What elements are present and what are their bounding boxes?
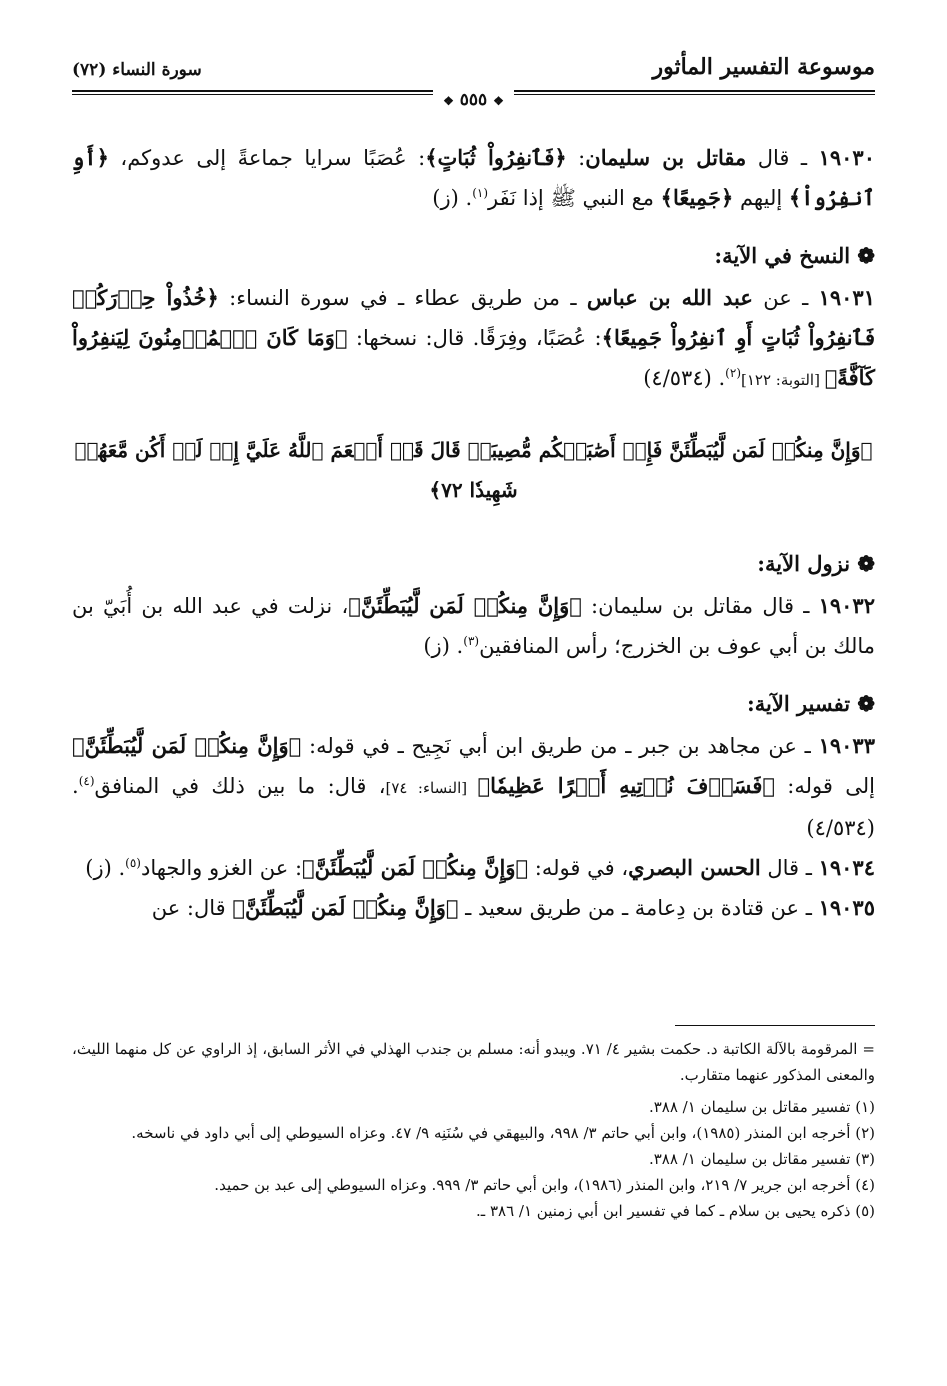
- ornament-icon: ❖: [443, 94, 454, 108]
- ornament-icon: ❖: [493, 94, 504, 108]
- footnote-4: (٤) أخرجه ابن جرير ٧/ ٢١٩، وابن المنذر (١٩٨٦)، وابن أبي حاتم ٣/ ٩٩٩. وعزاه السيوطي إلى عبد بن حميد.: [214, 1176, 875, 1194]
- quran-quote: ﴿وَإِنَّ مِنكُمۡ لَمَن لَّيُبَطِّئَنَّ﴾: [232, 895, 459, 920]
- surah-label: سورة النساء (٧٢): [72, 60, 202, 80]
- section-heading-naskh: ❁ النسخ في الآية:: [714, 243, 875, 268]
- verse-banner: ﴿وَإِنَّ مِنكُمۡ لَمَن لَّيُبَطِّئَنَّ فَإِنۡ أَصَٰبَتۡكُم مُّصِيبَةٞ قَالَ قَدۡ أَنۡعَمَ ٱللَّهُ عَلَيَّ إِذۡ لَمۡ أَكُن مَّعَهُمۡ شَهِيدٗا ٧٢﴾: [74, 438, 873, 502]
- entry-19030: ١٩٠٣٠ ـ قال مقاتل بن سليمان: ﴿فَٱنفِرُواْ ثُبَاتٍ﴾: عُصَبًا سرايا جماعةً إلى عدوكم، ﴿أَوِ ٱنفِرُواْ﴾ إليهم ﴿جَمِيعًا﴾ مع النبي ﷺ إذا نَفَر$^{(١)}$. (ز): [72, 145, 875, 210]
- section-heading-nuzul: ❁ نزول الآية:: [757, 551, 875, 576]
- quran-quote: ﴿وَإِنَّ مِنكُمۡ لَمَن لَّيُبَطِّئَنَّ﴾: [72, 733, 302, 758]
- footnote-marker: (٢): [725, 366, 741, 380]
- quran-quote: ﴿خُذُواْ حِذۡرَكُمۡ فَٱنفِرُواْ ثُبَاتٍ أَوِ ٱنفِرُواْ جَمِيعًا﴾: [72, 285, 875, 350]
- quran-quote: ﴿أَوِ ٱنفِرُواْ﴾: [72, 145, 875, 210]
- footnote-2: (٢) أخرجه ابن المنذر (١٩٨٥)، وابن أبي حاتم ٣/ ٩٩٨، والبيهقي في سُنَنِه ٩/ ٤٧. وعزاه السيوطي إلى أبي داود في ناسخه.: [131, 1124, 875, 1142]
- citation: [النساء: ٧٤]: [385, 779, 478, 797]
- footnotes: [72, 1036, 875, 1224]
- quran-quote: ﴿فَسَوۡفَ نُؤۡتِيهِ أَجۡرًا عَظِيمٗا﴾: [477, 773, 775, 798]
- footnote-marker: (١): [472, 186, 489, 200]
- entry-19035: ١٩٠٣٥ ـ عن قتادة بن دِعامة ـ من طريق سعيد ـ ﴿وَإِنَّ مِنكُمۡ لَمَن لَّيُبَطِّئَنَّ﴾ قال: عن: [151, 895, 875, 920]
- entry-19034: ١٩٠٣٤ ـ قال الحسن البصري، في قوله: ﴿وَإِنَّ مِنكُمۡ لَمَن لَّيُبَطِّئَنَّ﴾: عن الغزو والجهاد$^{(٥)}$. (ز): [85, 855, 875, 880]
- quran-quote: ﴿وَإِنَّ مِنكُمۡ لَمَن لَّيُبَطِّئَنَّ﴾: [348, 593, 582, 618]
- footnote-marker: (٥): [125, 856, 141, 870]
- footnote-marker: (٣): [463, 634, 480, 648]
- quran-quote: ﴿وَمَا كَانَ ٱلۡمُؤۡمِنُونَ لِيَنفِرُواْ كَآفَّةً﴾: [72, 325, 875, 390]
- footnote-1: (١) تفسير مقاتل بن سليمان ١/ ٣٨٨.: [648, 1098, 875, 1116]
- citation: [التوبة: ١٢٢]: [741, 371, 825, 389]
- page-number: ❖ ٥٥٥ ❖: [433, 90, 514, 110]
- footnote-3: (٣) تفسير مقاتل بن سليمان ١/ ٣٨٨.: [648, 1150, 875, 1168]
- page-number-row: [0, 90, 947, 110]
- footnote-separator: [675, 1025, 875, 1026]
- footnote-5: (٥) ذكره يحيى بن سلام ـ كما في تفسير ابن أبي زمنين ١/ ٣٨٦ ـ.: [476, 1202, 875, 1220]
- footnote-marker: (٤): [78, 774, 95, 788]
- main-text: [72, 138, 875, 928]
- entry-19033: ١٩٠٣٣ ـ عن مجاهد بن جبر ـ من طريق ابن أبي نَجِيح ـ في قوله: ﴿وَإِنَّ مِنكُمۡ لَمَن لَّيُبَطِّئَنَّ﴾ إلى قوله: ﴿فَسَوۡفَ نُؤۡتِيهِ أَجۡرًا عَظِيمٗا﴾ [النساء: ٧٤]، قال: ما بين ذلك في المنافق$^{(٤)}$. (٤/٥٣٤): [72, 733, 875, 840]
- quran-quote: ﴿جَمِيعًا﴾: [660, 185, 734, 210]
- book-title: موسوعة التفسير المأثور: [652, 54, 875, 80]
- entry-19032: ١٩٠٣٢ ـ قال مقاتل بن سليمان: ﴿وَإِنَّ مِنكُمۡ لَمَن لَّيُبَطِّئَنَّ﴾، نزلت في عبد الله بن أُبَيّ بن مالك بن أبي عوف بن الخزرج؛ رأس المنافقين$^{(٣)}$. (ز): [72, 593, 875, 658]
- quran-quote: ﴿فَٱنفِرُواْ ثُبَاتٍ﴾: [425, 145, 567, 170]
- entry-19031: ١٩٠٣١ ـ عن عبد الله بن عباس ـ من طريق عطاء ـ في سورة النساء: ﴿خُذُواْ حِذۡرَكُمۡ فَٱنفِرُواْ ثُبَاتٍ أَوِ ٱنفِرُواْ جَمِيعًا﴾: عُصَبًا، وفِرَقًا. قال: نسخها: ﴿وَمَا كَانَ ٱلۡمُؤۡمِنُونَ لِيَنفِرُواْ كَآفَّةً﴾ [التوبة: ١٢٢]$^{(٢)}$. (٤/٥٣٤): [72, 285, 875, 390]
- footnote-continuation: = المرقومة بالآلة الكاتبة د. حكمت بشير ٤/ ٧١. ويبدو أنه: مسلم بن جندب الهذلي في الأثر السابق، إذ الراوي عن كل منهما الليث، والمعنى المذكور عنهما متقارب.: [72, 1040, 876, 1084]
- section-heading-tafsir: ❁ تفسير الآية:: [746, 691, 875, 716]
- quran-quote: ﴿وَإِنَّ مِنكُمۡ لَمَن لَّيُبَطِّئَنَّ﴾: [302, 855, 529, 880]
